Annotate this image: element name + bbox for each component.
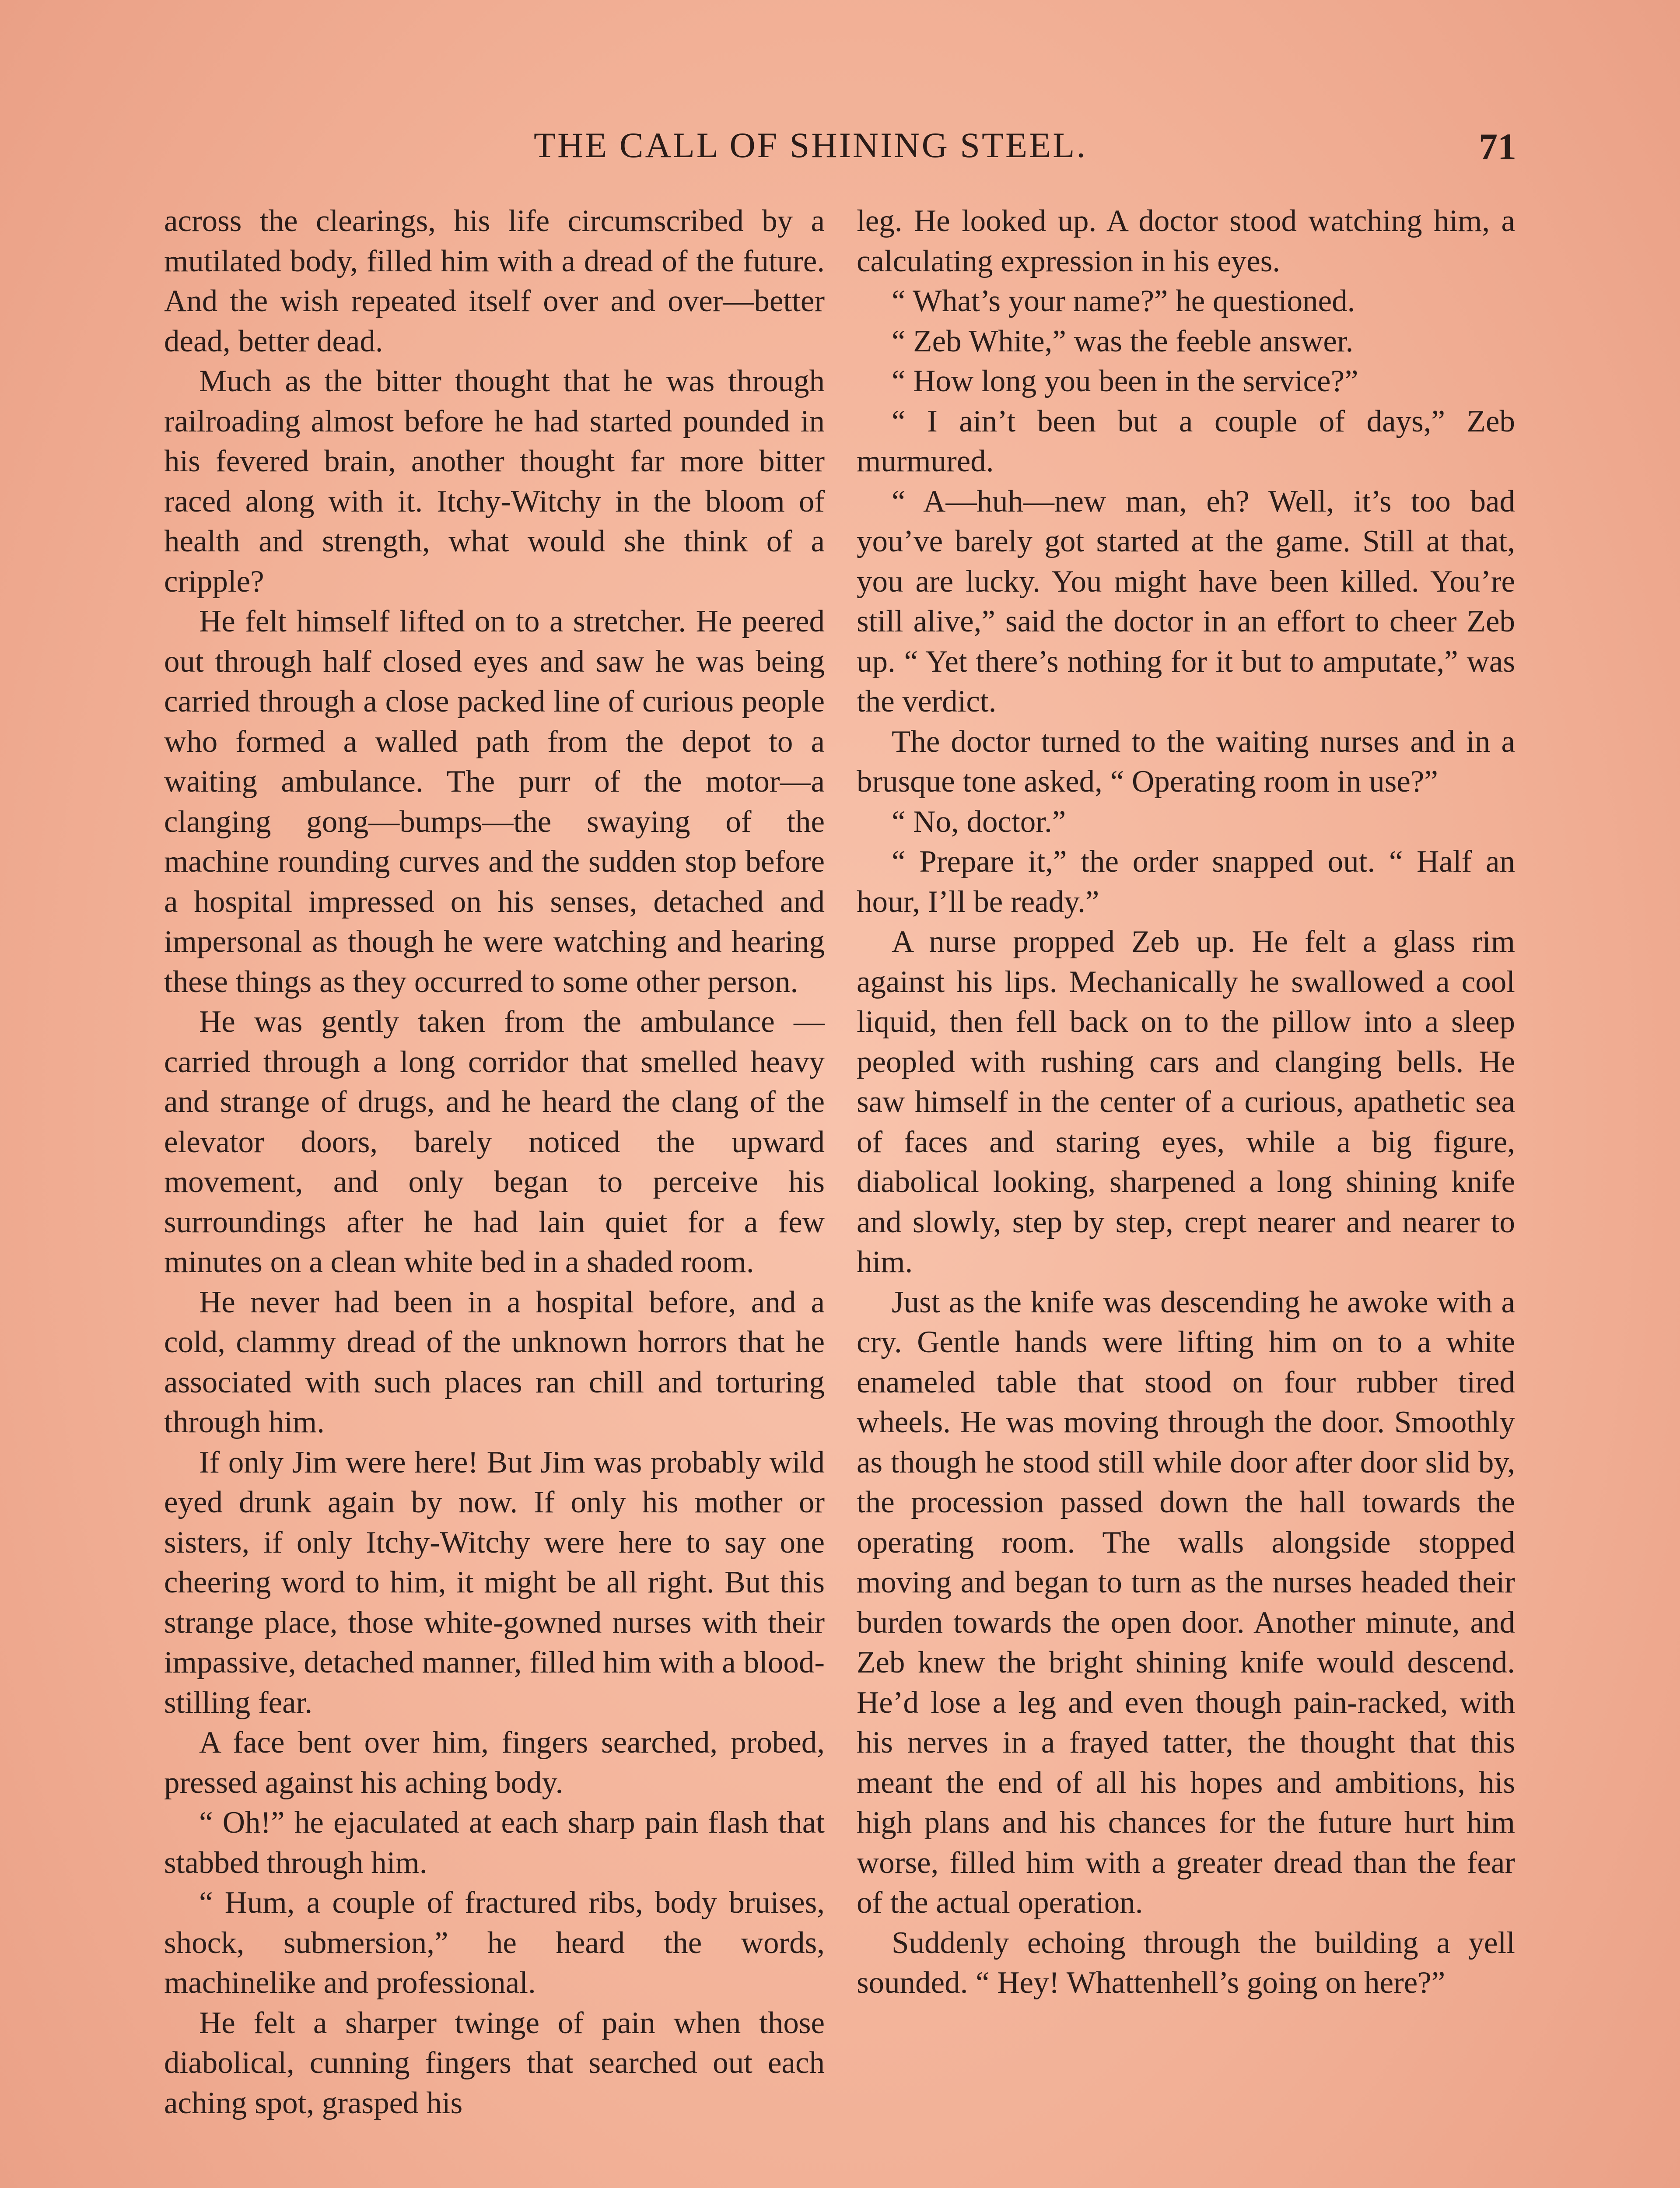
left-column (164, 201, 825, 2123)
paragraph: “ What’s your name?” he questioned. (892, 284, 1355, 318)
paragraph: Just as the knife was descending he awoke with a cry. Gentle hands were lifting him on to a white enameled table that stood on four rubber tired wheels. He was moving through the door. Smoothly as though he stood still while door after door slid by, the procession passed down the hall towards the operating room. The walls alongside stopped moving and began to turn as the nurses headed their burden towards the open door. Another minute, and Zeb knew the bright shining knife would descend. He’d lose a leg and even though pain-racked, with his nerves in a frayed tatter, the thought that this meant the end of all his hopes and ambitions, his high plans and his chances for the future hurt him worse, filled him with a greater dread than the fear of the actual operation. (857, 1285, 1515, 1920)
paragraph: He was gently taken from the ambulance —carried through a long corridor that smelled heavy and strange of drugs, and he heard the clang of the elevator doors, barely noticed the upward movement, and only began to perceive his surroundings after he had lain quiet for a few minutes on a clean white bed in a shaded room. (164, 1005, 825, 1279)
paragraph: If only Jim were here! But Jim was probably wild eyed drunk again by now. If only his mother or sisters, if only Itchy-Witchy were here to say one cheering word to him, it might be all right. But this strange place, those white-gowned nurses with their impassive, detached manner, filled him with a blood-stilling fear. (164, 1445, 825, 1720)
page-number: 71 (1479, 126, 1516, 168)
running-title: THE CALL OF SHINING STEEL. (534, 125, 1087, 165)
right-column (857, 201, 1515, 2003)
paragraph: He felt himself lifted on to a stretcher. He peered out through half closed eyes and saw he was being carried through a close packed line of curious people who formed a walled path from the depot to a waiting ambulance. The purr of the motor—a clanging gong—bumps—the swaying of the machine rounding curves and the sudden stop before a hospital impressed on his senses, detached and impersonal as though he were watching and hearing these things as they occurred to some other person. (164, 604, 825, 999)
paragraph: He never had been in a hospital before, and a cold, clammy dread of the unknown horrors that he associated with such places ran chill and torturing through him. (164, 1285, 825, 1439)
paragraph: “ Zeb White,” was the feeble answer. (892, 324, 1354, 358)
paragraph: “ Oh!” he ejaculated at each sharp pain flash that stabbed through him. (164, 1806, 825, 1880)
paragraph: A face bent over him, fingers searched, probed, pressed against his aching body. (164, 1725, 825, 1800)
paragraph: “ Prepare it,” the order snapped out. “ Half an hour, I’ll be ready.” (857, 845, 1515, 919)
paragraph: He felt a sharper twinge of pain when those diabolical, cunning fingers that searched out each aching spot, grasped his (164, 2006, 825, 2120)
paragraph: Suddenly echoing through the building a yell sounded. “ Hey! Whattenhell’s going on here?” (857, 1925, 1515, 2000)
paragraph: “ Hum, a couple of fractured ribs, body bruises, shock, submersion,” he heard the words, machinelike and professional. (164, 1886, 825, 2000)
paragraph: “ No, doctor.” (892, 804, 1066, 839)
paragraph: A nurse propped Zeb up. He felt a glass rim against his lips. Mechanically he swallowed a cool liquid, then fell back on to the pillow into a sleep peopled with rushing cars and clanging bells. He saw himself in the center of a curious, apathetic sea of faces and staring eyes, while a big figure, diabolical looking, sharpened a long shining knife and slowly, step by step, crept nearer and nearer to him. (857, 925, 1515, 1279)
paragraph: Much as the bitter thought that he was through railroading almost before he had started pounded in his fevered brain, another thought far more bitter raced along with it. Itchy-Witchy in the bloom of health and strength, what would she think of a cripple? (164, 364, 825, 599)
paragraph: leg. He looked up. A doctor stood watching him, a calculating expression in his eyes. (857, 204, 1515, 278)
paragraph: across the clearings, his life circumscribed by a mutilated body, filled him with a dread of the future. And the wish repeated itself over and over—better dead, better dead. (164, 204, 825, 358)
paragraph: The doctor turned to the waiting nurses and in a brusque tone asked, “ Operating room in use?” (857, 724, 1515, 799)
paragraph: “ How long you been in the service?” (892, 364, 1358, 398)
paragraph: “ I ain’t been but a couple of days,” Zeb murmured. (857, 404, 1515, 478)
paragraph: “ A—huh—new man, eh? Well, it’s too bad you’ve barely got started at the game. Still at that, you are lucky. You might have been killed. You’re still alive,” said the doctor in an effort to cheer Zeb up. “ Yet there’s nothing for it but to amputate,” was the verdict. (857, 484, 1515, 719)
